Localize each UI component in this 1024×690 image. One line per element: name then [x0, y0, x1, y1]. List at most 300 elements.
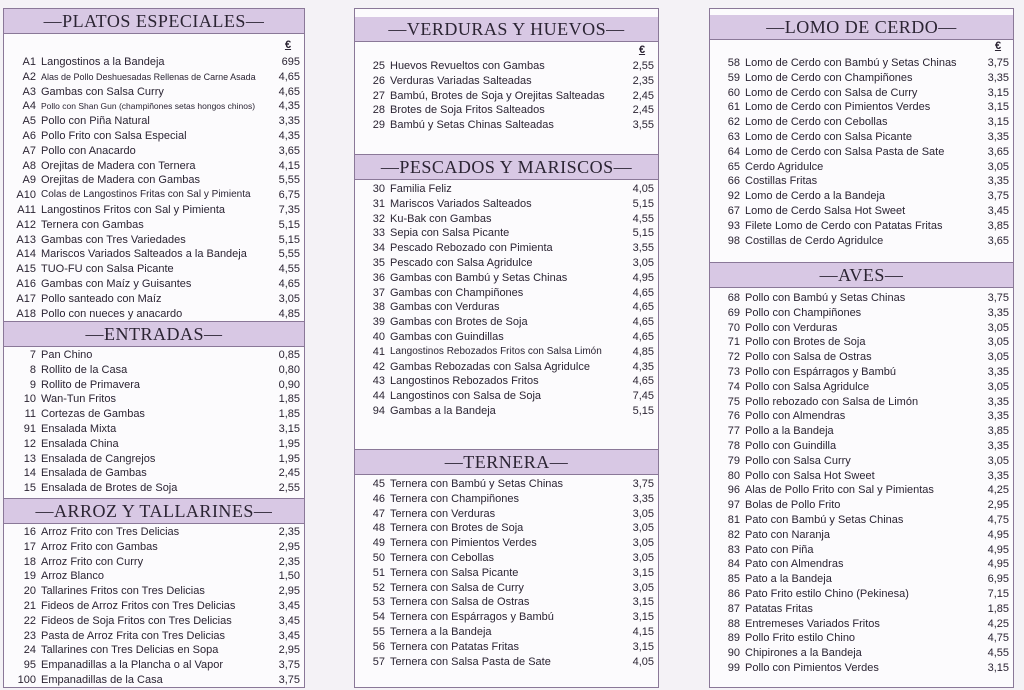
item-number: 83: [727, 543, 740, 556]
item-number: 9: [29, 378, 36, 391]
item-price: 3,85: [987, 219, 1009, 232]
menu-item: [372, 286, 654, 301]
item-number: 64: [727, 145, 740, 158]
item-price: 3,05: [278, 292, 300, 305]
item-price: 3,75: [632, 478, 654, 490]
item-number: 51: [372, 566, 385, 579]
item-name: Cortezas de Gambas: [41, 408, 145, 421]
item-number: 27: [372, 89, 385, 102]
item-price: 3,15: [278, 422, 300, 435]
item-name: Bambú y Setas Chinas Salteadas: [390, 119, 554, 132]
menu-item: [372, 59, 654, 74]
item-price: 4,65: [278, 85, 300, 98]
section-list: [727, 56, 1009, 248]
menu-item: [23, 452, 300, 467]
item-number: 58: [727, 57, 740, 69]
item-price: 4,15: [278, 159, 300, 172]
item-name: Pollo con Champiñones: [745, 306, 862, 319]
item-number: 96: [727, 484, 740, 497]
menu-item: [372, 360, 654, 375]
item-name: Ternera con Bambú y Setas Chinas: [390, 478, 564, 490]
item-name: Pollo con Anacardo: [41, 144, 136, 157]
item-number: 17: [23, 540, 36, 553]
item-number: 8: [29, 363, 36, 376]
menu-item: [372, 345, 654, 360]
item-number: 35: [372, 256, 385, 269]
item-price: 1,95: [278, 437, 300, 450]
item-price: 3,45: [987, 204, 1009, 217]
menu-column-3: [709, 8, 1014, 688]
item-name: Pato con Piña: [745, 543, 814, 556]
item-number: 34: [372, 242, 385, 255]
item-number: 26: [372, 74, 385, 87]
item-number: 48: [372, 522, 385, 535]
item-name: Ternera con Gambas: [41, 218, 144, 231]
item-number: 42: [372, 360, 385, 373]
item-name: Brotes de Soja Fritos Salteados: [390, 104, 545, 117]
menu-item: [372, 118, 654, 133]
menu-item: [727, 498, 1009, 513]
menu-item: [22, 70, 300, 85]
item-name: Pato con Almendras: [745, 558, 844, 571]
menu-item: [372, 507, 654, 522]
section-list: [372, 477, 654, 669]
item-price: 7,15: [987, 587, 1009, 600]
item-number: 80: [727, 469, 740, 482]
item-number: 87: [727, 602, 740, 615]
item-price: 3,05: [632, 507, 654, 520]
item-name: Rollito de la Casa: [41, 363, 128, 376]
item-number: 82: [727, 528, 740, 541]
item-name: Ternera con Champiñones: [390, 492, 520, 505]
menu-item: [727, 587, 1009, 602]
item-price: 4,55: [987, 647, 1009, 660]
item-price: 3,35: [987, 439, 1009, 452]
item-number: 20: [23, 585, 36, 598]
item-number: 90: [727, 647, 740, 660]
menu-item: [372, 182, 654, 197]
item-number: 86: [727, 587, 740, 600]
item-price: 4,55: [278, 263, 300, 276]
item-price: 3,35: [987, 395, 1009, 408]
item-price: 6,75: [278, 189, 300, 202]
item-price: 2,35: [278, 526, 300, 538]
item-name: Lomo de Cerdo con Pimientos Verdes: [745, 101, 931, 114]
menu-item: [727, 291, 1009, 306]
item-name: Gambas Rebozadas con Salsa Agridulce: [390, 360, 590, 373]
item-price: 3,15: [632, 566, 654, 579]
item-name: Ku-Bak con Gambas: [390, 212, 492, 225]
menu-item: [23, 614, 300, 629]
menu-item: [372, 595, 654, 610]
item-price: 3,05: [987, 380, 1009, 393]
item-number: A7: [22, 144, 36, 157]
item-name: Entremeses Variados Fritos: [745, 617, 880, 630]
item-name: Chipirones a la Bandeja: [745, 647, 862, 660]
item-price: 1,50: [278, 570, 300, 583]
item-number: 85: [727, 573, 740, 586]
menu-item: [372, 103, 654, 118]
item-name: Ensalada de Gambas: [41, 467, 147, 480]
item-name: Lomo de Cerdo a la Bandeja: [745, 190, 886, 203]
item-name: Alas de Pollo Frito con Sal y Pimientas: [745, 484, 934, 497]
menu-item: [29, 363, 300, 378]
item-price: 3,15: [987, 101, 1009, 114]
item-number: 89: [727, 632, 740, 645]
item-price: 3,75: [278, 673, 300, 686]
item-price: 4,95: [987, 558, 1009, 571]
menu-item: [372, 315, 654, 330]
item-name: Mariscos Variados Salteados: [390, 197, 532, 210]
menu-item: [22, 85, 300, 100]
item-price: 2,95: [278, 644, 300, 657]
item-name: Gambas con Tres Variedades: [41, 233, 186, 246]
item-price: 3,35: [987, 175, 1009, 188]
item-price: 4,65: [632, 286, 654, 299]
item-number: 14: [23, 467, 36, 480]
item-price: 3,35: [987, 469, 1009, 482]
item-price: 5,55: [278, 174, 300, 187]
menu-item: [727, 204, 1009, 219]
item-price: 3,35: [987, 71, 1009, 84]
item-number: 44: [372, 390, 385, 403]
menu-item: [372, 551, 654, 566]
menu-item: [372, 241, 654, 256]
item-price: 4,35: [278, 129, 300, 142]
item-number: 49: [372, 537, 385, 550]
menu-item: [23, 629, 300, 644]
item-price: 3,15: [632, 611, 654, 624]
item-price: 2,35: [632, 74, 654, 87]
item-price: 7,35: [278, 203, 300, 216]
item-number: 52: [372, 581, 385, 594]
item-number: 79: [727, 454, 740, 467]
menu-item: [372, 89, 654, 104]
item-number: A12: [16, 218, 36, 231]
item-number: 25: [372, 60, 385, 72]
item-price: 2,55: [632, 60, 654, 72]
menu-item: [29, 348, 300, 363]
section-list: [727, 291, 1009, 676]
menu-item: [23, 643, 300, 658]
menu-item: [727, 454, 1009, 469]
menu-item: [727, 335, 1009, 350]
item-number: 99: [727, 661, 740, 674]
item-number: 59: [727, 71, 740, 84]
menu-item: [727, 572, 1009, 587]
item-name: Arroz Frito con Tres Delicias: [41, 526, 180, 538]
item-name: Langostinos Rebozados Fritos con Salsa Limón: [390, 345, 602, 357]
menu-item: [727, 469, 1009, 484]
item-name: TUO-FU con Salsa Picante: [41, 263, 174, 276]
item-name: Langostinos Fritos con Sal y Pimienta: [41, 203, 226, 216]
item-number: 73: [727, 365, 740, 378]
item-number: 88: [727, 617, 740, 630]
item-name: Ternera a la Bandeja: [390, 625, 492, 638]
item-name: Sepia con Salsa Picante: [390, 227, 510, 240]
item-price: 1,85: [278, 393, 300, 406]
item-price: 1,85: [278, 408, 300, 421]
item-price: 3,05: [987, 351, 1009, 364]
item-price: 3,35: [987, 306, 1009, 319]
item-price: 4,65: [632, 301, 654, 314]
menu-item: [372, 655, 654, 670]
item-price: 3,05: [987, 336, 1009, 349]
item-number: 29: [372, 119, 385, 132]
menu-item: [17, 673, 300, 688]
menu-item: [22, 129, 300, 144]
item-name: Costillas de Cerdo Agridulce: [745, 234, 884, 247]
menu-column-2: [354, 8, 659, 688]
item-number: 33: [372, 227, 385, 240]
item-number: 62: [727, 116, 740, 129]
item-name: Pollo a la Bandeja: [745, 425, 834, 438]
item-name: Gambas con Verduras: [390, 301, 500, 314]
menu-item: [727, 234, 1009, 249]
menu-item: [727, 365, 1009, 380]
menu-item: [727, 617, 1009, 632]
item-number: 56: [372, 640, 385, 653]
item-number: 63: [727, 130, 740, 143]
section-list: [17, 525, 300, 688]
menu-item: [727, 100, 1009, 115]
item-price: 3,05: [632, 522, 654, 535]
item-name: Gambas con Brotes de Soja: [390, 316, 528, 329]
item-price: 2,55: [278, 482, 300, 495]
item-name: Gambas con Guindillas: [390, 330, 504, 343]
item-name: Arroz Blanco: [41, 570, 104, 583]
item-name: Pollo con Guindilla: [745, 439, 837, 452]
item-price: 4,95: [632, 271, 654, 284]
menu-item: [372, 212, 654, 227]
menu-item: [372, 226, 654, 241]
item-number: A17: [16, 292, 36, 305]
item-name: Mariscos Variados Salteados a la Bandeja: [41, 248, 247, 261]
item-price: 5,15: [632, 197, 654, 210]
menu-item: [727, 56, 1009, 71]
item-number: A4: [22, 100, 36, 113]
item-number: 12: [23, 437, 36, 450]
item-name: Lomo de Cerdo con Bambú y Setas Chinas: [745, 57, 957, 69]
item-price: 3,65: [987, 145, 1009, 158]
section-header: —PLATOS ESPECIALES—: [4, 9, 304, 34]
item-price: 4,65: [632, 330, 654, 343]
item-number: 57: [372, 655, 385, 668]
item-name: Ensalada de Cangrejos: [41, 452, 156, 465]
item-name: Pollo santeado con Maíz: [41, 292, 162, 305]
item-name: Pollo con Salsa de Ostras: [745, 351, 872, 364]
item-number: 43: [372, 375, 385, 388]
item-name: Bambú, Brotes de Soja y Orejitas Salteadas: [390, 89, 605, 102]
item-number: 91: [23, 422, 36, 435]
item-price: 3,05: [632, 256, 654, 269]
item-name: Pollo con Piña Natural: [41, 115, 150, 128]
item-number: 67: [727, 204, 740, 217]
item-number: 97: [727, 499, 740, 512]
item-number: 66: [727, 175, 740, 188]
item-name: Huevos Revueltos con Gambas: [390, 60, 545, 72]
item-number: 7: [29, 349, 36, 361]
item-number: 46: [372, 492, 385, 505]
menu-item: [16, 277, 300, 292]
item-price: 7,45: [632, 390, 654, 403]
item-name: Ternera con Brotes de Soja: [390, 522, 524, 535]
item-number: A14: [16, 248, 36, 261]
item-name: Ternera con Espárragos y Bambú: [390, 611, 554, 624]
menu-item: [22, 173, 300, 188]
menu-item: [23, 540, 300, 555]
menu-item: [23, 525, 300, 540]
item-number: 40: [372, 330, 385, 343]
menu-item: [727, 631, 1009, 646]
menu-item: [372, 404, 654, 419]
item-name: Pollo con Shan Gun (champiñones setas hongos chinos): [41, 101, 256, 112]
item-price: 3,75: [987, 57, 1009, 69]
item-name: Pollo Frito estilo Chino: [745, 632, 856, 645]
item-number: 11: [24, 408, 36, 421]
item-name: Pollo con Pimientos Verdes: [745, 661, 879, 674]
item-price: 3,65: [278, 144, 300, 157]
item-price: 4,15: [632, 625, 654, 638]
item-number: 71: [727, 336, 740, 349]
menu-item: [727, 71, 1009, 86]
item-number: A8: [22, 159, 36, 172]
item-number: 37: [372, 286, 385, 299]
item-name: Lomo de Cerdo con Salsa Pasta de Sate: [745, 145, 945, 158]
item-name: Pescado Rebozado con Pimienta: [390, 242, 553, 255]
item-name: Pollo Frito con Salsa Especial: [41, 129, 187, 142]
menu-item: [727, 557, 1009, 572]
menu-item: [727, 513, 1009, 528]
item-name: Arroz Frito con Curry: [41, 555, 144, 568]
item-price: 4,75: [987, 632, 1009, 645]
menu-item: [727, 439, 1009, 454]
item-name: Ensalada China: [41, 437, 119, 450]
item-name: Ternera con Salsa de Ostras: [390, 596, 530, 609]
item-name: Pato Frito estilo Chino (Pekinesa): [745, 587, 909, 600]
menu-item: [24, 407, 300, 422]
item-number: 77: [727, 425, 740, 438]
item-number: 22: [23, 614, 36, 627]
item-number: A3: [22, 85, 36, 98]
item-name: Pollo con nueces y anacardo: [41, 307, 183, 320]
item-price: 3,15: [987, 86, 1009, 99]
item-number: 18: [23, 555, 36, 568]
menu-item: [22, 159, 300, 174]
item-price: 695: [281, 56, 300, 68]
item-number: 94: [372, 404, 385, 417]
item-name: Gambas con Champiñones: [390, 286, 524, 299]
item-name: Langostinos con Salsa de Soja: [390, 390, 542, 403]
menu-item: [16, 262, 300, 277]
menu-item: [372, 271, 654, 286]
menu-item: [727, 86, 1009, 101]
item-price: 4,25: [987, 484, 1009, 497]
item-number: 72: [727, 351, 740, 364]
item-price: 4,05: [632, 183, 654, 195]
menu-item: [727, 395, 1009, 410]
currency-label: €: [284, 39, 292, 51]
item-name: Pollo con Espárragos y Bambú: [745, 365, 897, 378]
menu-item: [727, 543, 1009, 558]
item-price: 6,95: [987, 573, 1009, 586]
menu-item: [727, 321, 1009, 336]
item-name: Pasta de Arroz Frita con Tres Delicias: [41, 629, 226, 642]
section-header: —ARROZ Y TALLARINES—: [4, 498, 304, 524]
item-number: 78: [727, 439, 740, 452]
item-number: A13: [16, 233, 36, 246]
item-name: Costillas Fritas: [745, 175, 818, 188]
item-price: 3,55: [632, 119, 654, 132]
item-price: 4,25: [987, 617, 1009, 630]
menu-item: [16, 188, 300, 203]
menu-item: [727, 528, 1009, 543]
item-price: 5,55: [278, 248, 300, 261]
item-name: Ternera con Pimientos Verdes: [390, 537, 537, 550]
menu-item: [372, 374, 654, 389]
item-name: Cerdo Agridulce: [745, 160, 824, 173]
item-name: Empanadillas a la Plancha o al Vapor: [41, 659, 224, 672]
item-price: 3,75: [278, 659, 300, 672]
item-number: 81: [727, 513, 740, 526]
item-price: 4,35: [278, 100, 300, 113]
item-number: 45: [372, 478, 385, 490]
item-name: Lomo de Cerdo con Cebollas: [745, 116, 888, 129]
item-name: Ternera con Verduras: [390, 507, 496, 520]
item-price: 3,05: [632, 537, 654, 550]
item-number: 98: [727, 234, 740, 247]
item-price: 5,15: [278, 233, 300, 246]
section-header: —ENTRADAS—: [4, 321, 304, 347]
item-name: Pollo con Almendras: [745, 410, 846, 423]
item-number: 55: [372, 625, 385, 638]
currency-label: €: [994, 40, 1002, 52]
item-name: Lomo de Cerdo con Salsa de Curry: [745, 86, 918, 99]
item-number: 10: [23, 393, 36, 406]
menu-item: [727, 350, 1009, 365]
item-price: 4,95: [987, 528, 1009, 541]
item-number: 61: [727, 101, 740, 114]
menu-item: [23, 658, 300, 673]
item-price: 4,65: [278, 277, 300, 290]
menu-item: [727, 219, 1009, 234]
menu-item: [16, 292, 300, 307]
item-price: 3,75: [987, 190, 1009, 203]
item-name: Ternera con Salsa de Curry: [390, 581, 524, 594]
item-number: 65: [727, 160, 740, 173]
item-price: 2,35: [278, 555, 300, 568]
item-name: Orejitas de Madera con Gambas: [41, 174, 200, 187]
item-price: 3,35: [278, 115, 300, 128]
item-number: A6: [22, 129, 36, 142]
item-price: 3,15: [632, 596, 654, 609]
menu-item: [727, 145, 1009, 160]
item-name: Filete Lomo de Cerdo con Patatas Fritas: [745, 219, 943, 232]
item-number: 68: [727, 292, 740, 304]
menu-item: [727, 380, 1009, 395]
section-list: [23, 348, 300, 496]
item-name: Patatas Fritas: [745, 602, 813, 615]
menu-item: [17, 203, 300, 218]
item-name: Fideos de Soja Fritos con Tres Delicias: [41, 614, 232, 627]
menu-item: [23, 555, 300, 570]
section-header: —AVES—: [710, 262, 1013, 288]
item-number: 16: [23, 526, 36, 538]
item-number: 32: [372, 212, 385, 225]
item-price: 3,35: [987, 410, 1009, 423]
item-name: Lomo de Cerdo Salsa Hot Sweet: [745, 204, 906, 217]
item-name: Lomo de Cerdo con Champiñones: [745, 71, 913, 84]
